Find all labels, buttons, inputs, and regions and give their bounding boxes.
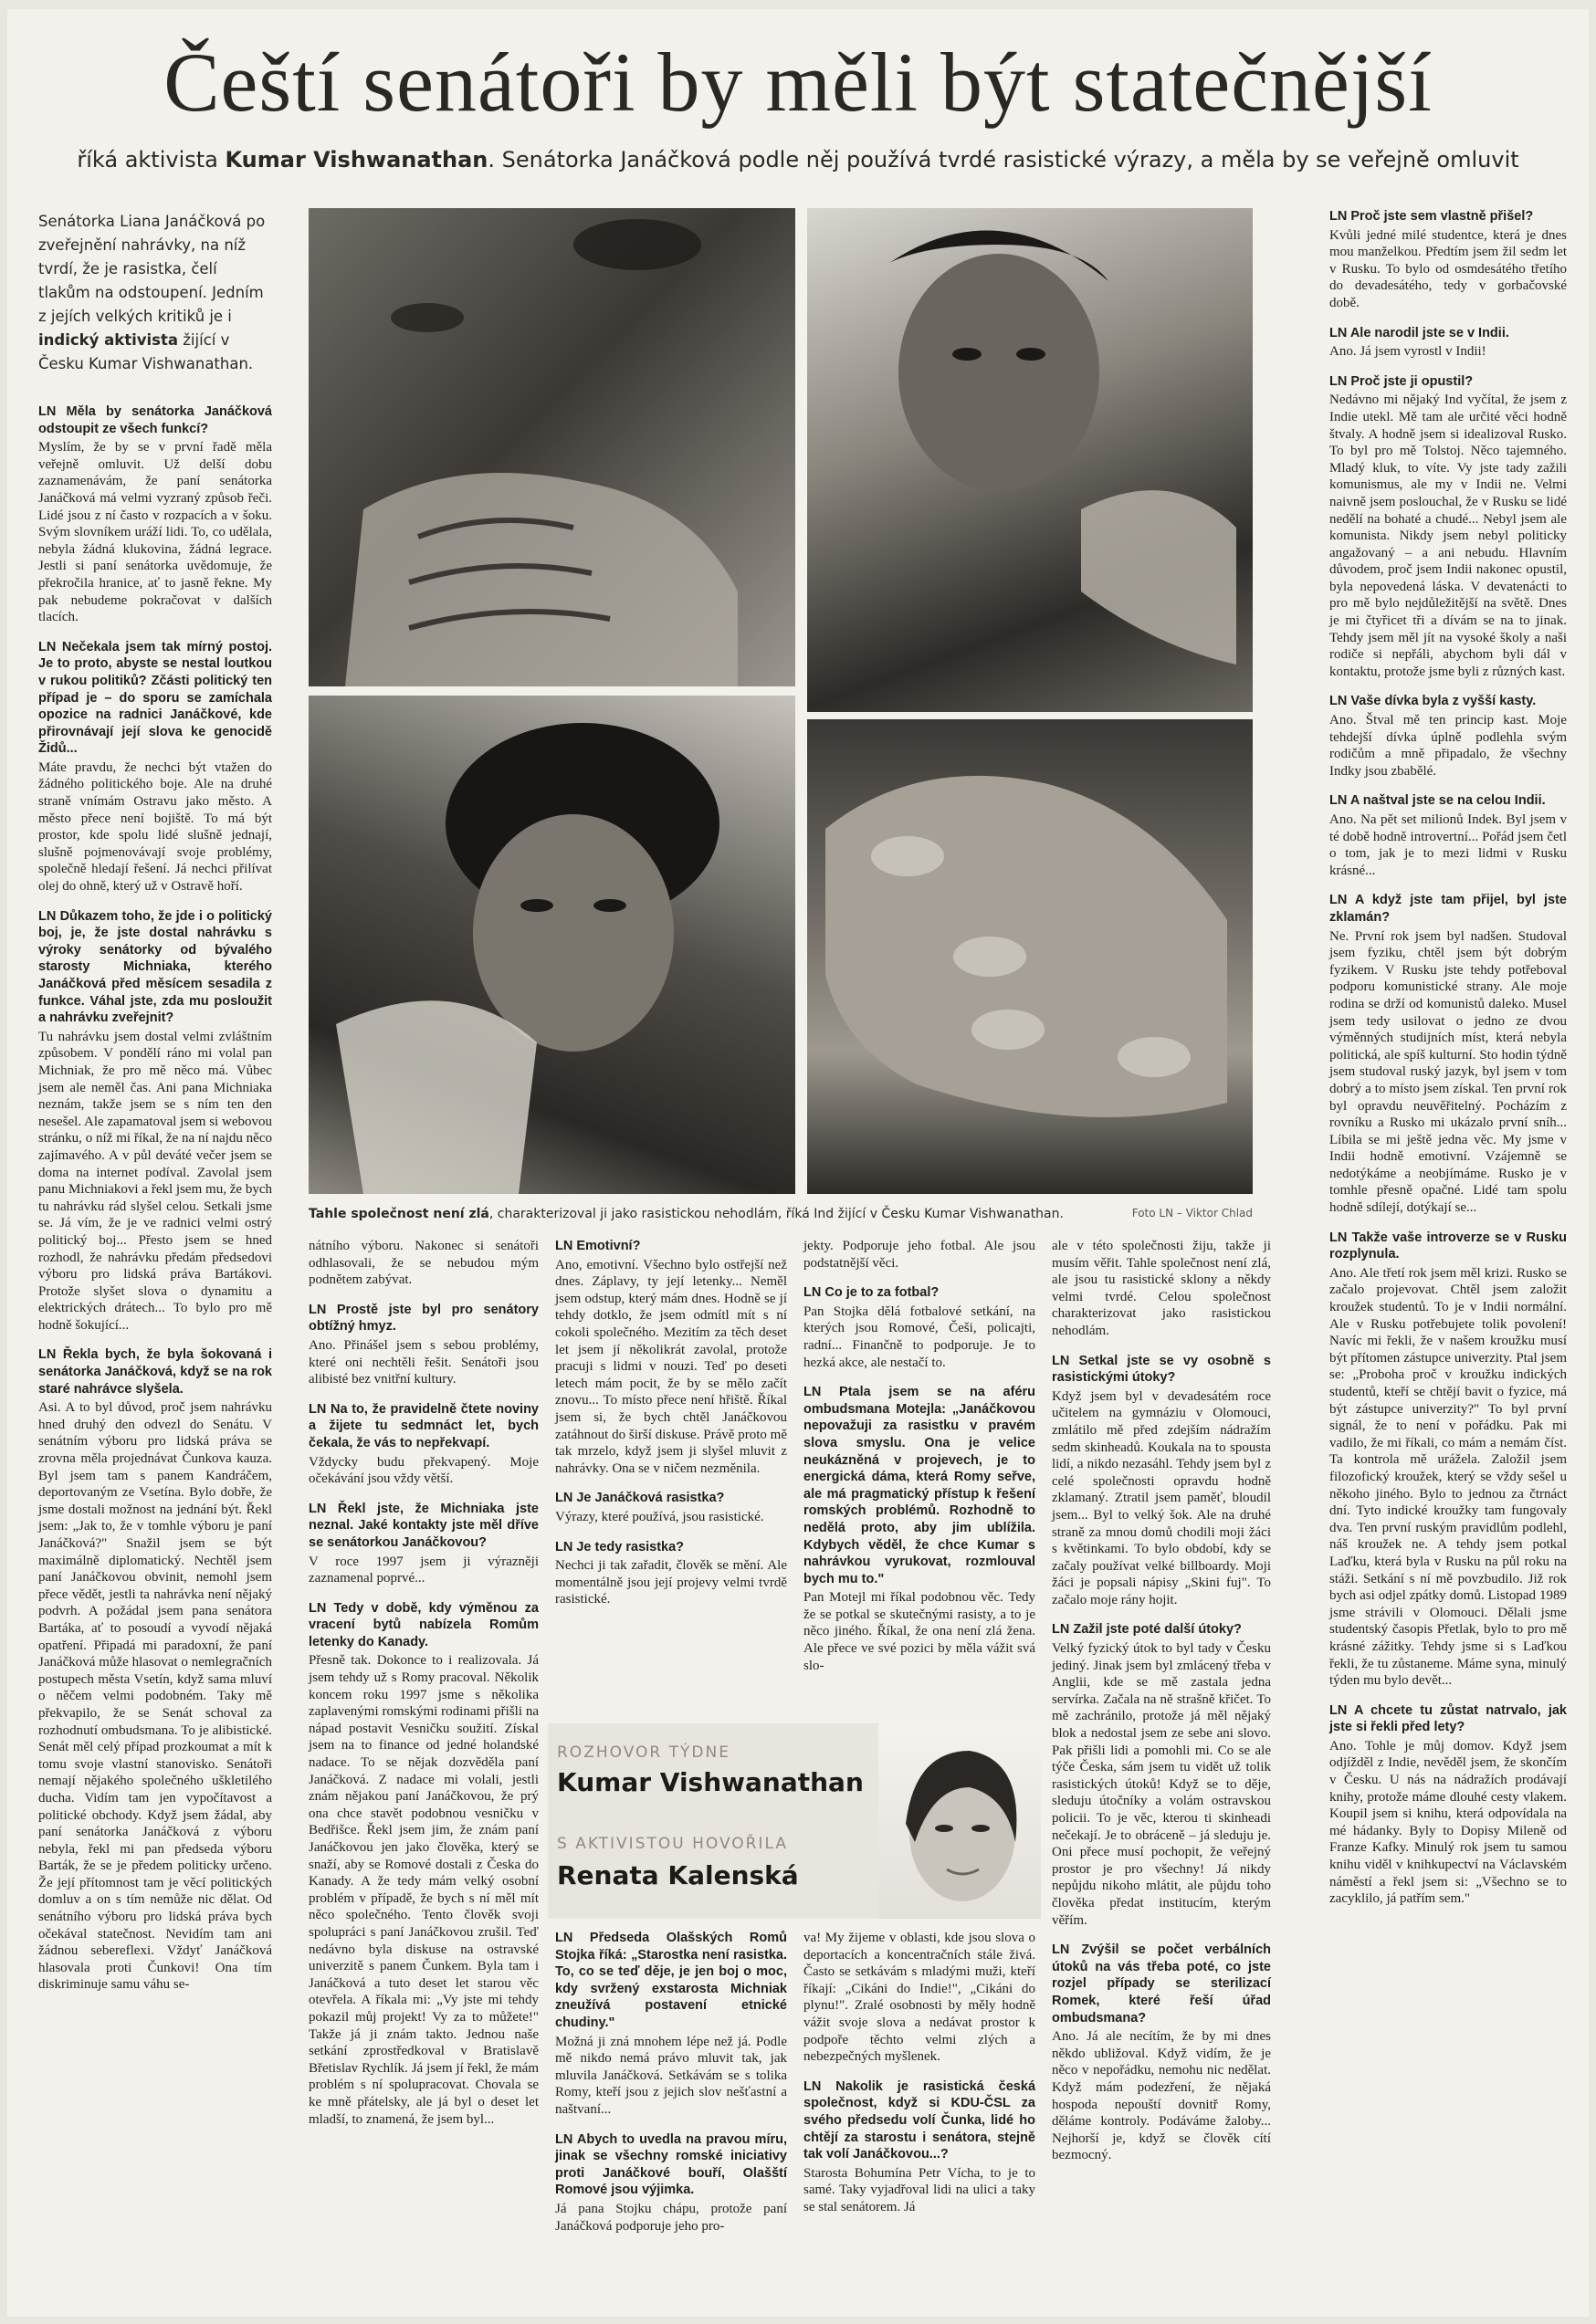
qa-block — [1329, 693, 1567, 780]
qa-block — [555, 1238, 787, 1477]
qa-block — [1329, 792, 1567, 879]
qa-block — [803, 1238, 1035, 1272]
answer: Nechci ji tak zařadit, člověk se mění. Ale momentálně jsou její projevy velmi tvrdě rasistické. — [555, 1558, 787, 1607]
deck-pre: říká aktivista — [77, 147, 226, 173]
photo-man-drinking — [309, 696, 795, 1194]
headline: Čeští senátoři by měli být statečnější — [163, 36, 1433, 129]
question: LN Je Janáčková rasistka? — [555, 1490, 787, 1507]
answer: va! My žijeme v oblasti, kde jsou slova o deportacích a koncentračních stále živá. Často se setkávám s mladými muži, kteří říkají: „Cikáni do Indie!", „Cikáni do plynu!". Zralé osobnosti by měly hodně vážit svoje slova a nedávat prostor k podpoře těchto velmi zlých a nebezpečných myšlenek. — [803, 1931, 1035, 2065]
answer: Kvůli jedné milé studentce, která je dnes mou manželkou. Předtím jsem žil sedm let v Rusku. To bylo od osmdesátého třetího do devadesátého, tedy v gorbačovské době. — [1329, 227, 1567, 310]
question: LN Řekla bych, že byla šokovaná i senátorka Janáčková, když se na rok staré nahrávce slyšela. — [38, 1346, 272, 1398]
qa-block — [38, 639, 272, 895]
qa-block — [1329, 325, 1567, 361]
answer: Výrazy, které používá, jsou rasistické. — [555, 1509, 764, 1524]
answer: Ano. Štval mě ten princip kast. Moje tehdejší dívka úplně podlehla svým rodičům a mně připadalo, že všechny Indky jsou zbabělé. — [1329, 713, 1567, 779]
question: LN Ptala jsem se na aféru ombudsmana Motejla: „Janáčkovou nepovažuji za rasistku v pravém slova smyslu. Ona je velice neukázněná v projevech, je to energická dáma, která Romy seřve, ale má pragmatický přístup k řešení romských problémů. Rozhodně to nedělá proto, aby jim ublížila. Kdybych věděl, že chce Kumar s nahrávkou vyrukovat, rozmlouval bych mu to." — [803, 1384, 1035, 1587]
qa-block — [309, 1238, 539, 1289]
article-column-3 — [555, 1238, 787, 1621]
qa-block — [309, 1501, 539, 1587]
answer: Ano. Na pět set milionů Indek. Byl jsem v té době hodně introvertní... Pořád jsem četl o tom, jak je to mezi lidmi v Rusku krásné... — [1329, 812, 1567, 878]
qa-block — [38, 1346, 272, 1994]
question: LN Měla by senátorka Janáčková odstoupit ze všech funkcí? — [38, 403, 272, 437]
interviewer-kicker: S AKTIVISTOU HOVOŘILA — [557, 1835, 788, 1853]
answer: Ano. Já jsem vyrostl v Indii! — [1329, 344, 1486, 360]
answer: jekty. Podporuje jeho fotbal. Ale jsou podstatnější věci. — [803, 1239, 1035, 1271]
answer: Když jsem byl v devadesátém roce učitelem na gymnáziu v Olomouci, zmlátilo mě před zdejším nádražím sedm skinheadů. Koukala na to spousta lidí, a nikdo nezasáhl. Tehdy jsem byl z celé společnosti opravdu hodně zklamaný. Ztratil jsem paměť, bloudil jsem... Byl to velký šok. Ale na druhé straně za mnou domů chodili moji žáci s květinkami. To bylo období, kdy se začaly používat velké billboardy. Moji žáci je popsali nápisy „Skini fuj". To začalo moje rány hojit. — [1052, 1388, 1271, 1607]
qa-block — [555, 1490, 787, 1525]
question: LN Nečekala jsem tak mírný postoj. Je to proto, abyste se nestal loutkou v rukou politiků? Zčásti politický ten případ je – do sporu se zamíchala opozice na radnici Janáčkové, kde přirovnávají její slova ke genocidě Židů... — [38, 639, 272, 758]
answer: Ano. Tohle je můj domov. Když jsem odjížděl z Indie, nevěděl jsem, že skončím v Česku. U nás na nádražích prodávají knihy, protože máme dlouhé cesty vlakem. Koupil jsem si knihu, která odpovídala na mé hádanky. Byly to Dopisy Mileně od Franze Kafky. Minulý rok jsem tu samou knihu viděl v knihkupectví na Václavském náměstí a řekl jsem si: „Všechno se to zacyklilo, já patřím sem." — [1329, 1738, 1567, 1907]
question: LN Předseda Olašských Romů Stojka říká: „Starostka není rasistka. To, co se teď děje, je jen boj o moc, kdy svržený exstarosta Michniak zneužívá postavení etnické chudiny." — [555, 1930, 787, 2032]
qa-block — [803, 1930, 1035, 2066]
question: LN Proč jste ji opustil? — [1329, 373, 1567, 391]
qa-block — [1329, 1230, 1567, 1690]
answer: Vždycky budu překvapený. Moje očekávání jsou vždy větší. — [309, 1454, 539, 1487]
qa-block — [1329, 208, 1567, 312]
qa-block — [1052, 1942, 1271, 2164]
intro-bold: indický aktivista — [38, 331, 179, 349]
answer: Pan Stojka dělá fotbalové setkání, na kterých jsou Romové, Češi, policajti, radní... Finančně to podporuje. Je to hezká akce, ale nestačí to. — [803, 1303, 1035, 1370]
deck-name: Kumar Vishwanathan — [225, 147, 488, 173]
caption-text: , charakterizoval ji jako rasistickou nehodlám, říká Ind žijící v Česku Kumar Vishwanathan. — [488, 1207, 1064, 1221]
photo-caption — [309, 1207, 1253, 1221]
answer: Pan Motejl mi říkal podobnou věc. Tedy že se potkal se skutečnými rasisty, a to je něco jiného. Říkal, že ona není zlá žena. Ale přece ve své pozici by měla vážit svá slo- — [803, 1590, 1035, 1673]
question: LN Takže vaše introverze se v Rusku rozplynula. — [1329, 1230, 1567, 1263]
qa-block — [555, 1930, 787, 2119]
qa-block — [1329, 892, 1567, 1216]
question: LN Ale narodil jste se v Indii. — [1329, 325, 1567, 342]
answer: Velký fyzický útok to byl tady v Česku jediný. Jinak jsem byl zmlácený třeba v Anglii, kde se mě zastala jedna servírka. Začala na ně strašně křičet. To mě zachránilo, protože já měl nějaký blok a nedostal jsem ze sebe ani slovo. Pak přišli lidi a pomohli mi. Co se ale týče Česka, sám jsem tu vidět už tolik rasistických útoků! Když se to děje, sleduju útočníky a volám ostravskou policii. To je věc, kterou ti skinheadi nečekají. Je to obráceně – já sleduju je. Oni přece musí pochopit, že veřejný prostor je pro všechny! Já nikdy nepůjdu nikoho mlátit, ale půjdu toho člověka předat institucím, kterým věřím. — [1052, 1641, 1271, 1928]
question: LN Řekl jste, že Michniaka jste neznal. Jaké kontakty jste měl dříve se senátorkou Janáčkovou? — [309, 1501, 539, 1552]
question: LN Na to, že pravidelně čtete noviny a žijete tu sedmnáct let, bych čekala, že vás to nepřekvapí. — [309, 1401, 539, 1452]
interview-kicker: ROZHOVOR TÝDNE — [557, 1743, 730, 1762]
question: LN Tedy v době, kdy výměnou za vracení bytů nabízela Romům letenky do Kanady. — [309, 1600, 539, 1651]
photo-man-gesturing — [807, 208, 1253, 712]
qa-block — [309, 1401, 539, 1488]
question: LN Zvýšil se počet verbálních útoků na vás třeba poté, co jste rozjel případy se sterilizací Romek, které řeší úřad ombudsmana? — [1052, 1942, 1271, 2026]
qa-block — [309, 1302, 539, 1388]
qa-block — [309, 1600, 539, 2128]
interviewee-name: Kumar Vishwanathan — [557, 1767, 864, 1797]
question: LN Prostě jste byl pro senátory obtížný hmyz. — [309, 1302, 539, 1335]
qa-block — [803, 1284, 1035, 1371]
answer: ale v této společnosti žiju, takže ji musím věřit. Tahle společnost není zlá, ale jsou tu rasistické sklony a někdy velmi tvrdé. Celou společnost charakterizovat jako rasistickou nehodlám. — [1052, 1239, 1271, 1338]
question: LN Zažil jste poté další útoky? — [1052, 1621, 1271, 1638]
answer: Máte pravdu, že nechci být vtažen do žádného politického boje. Ale na druhé straně vnímám Ostravu jako město. A město přece není bojiště. To má být prostor, kde spolu lidé slušně jednají, slušně pojmenovávají svoje problémy, společně hledají řešení. Já nechci přilívat olej do ohně, který už v Ostravě hoří. — [38, 759, 272, 895]
qa-block — [555, 2131, 787, 2235]
answer: Starosta Bohumína Petr Vícha, to je to samé. Taky vyjadřoval lidi na ulici a taky se stal senátorem. Já — [803, 2165, 1035, 2214]
article-column-4 — [803, 1238, 1035, 1687]
answer: Asi. A to byl důvod, proč jsem nahrávku hned druhý den odvezl do Senátu. V senátním výboru pro lidská práva se zrovna měla projednávat Čunkova kauza. Byl jsem tam s panem Kandráčem, deportovaným ze Vsetína. Bylo dobře, že jsme dostali možnost na jednání být. Řekl jsem: „Jak to, že v tomhle výboru je paní Janáčková?" Snažil jsem se být maximálně diplomatický. Nechtěl jsem paní Janáčkovou obvinit, nemohl jsem přece vědět, jestli ta nahrávka není nějaký podvrh. A požádal jsem pana senátora Bartáka, ať to posoudí a vyvodí nějaká opatření. Připadá mi paradoxní, že paní Janáčková může hlasovat o nemlegračních postupech města Vsetín, když sama mluví o něčem velmi podobném. Taky mě překvapilo, že se Senát schoval za rozhodnutí ombudsmana. To je alibistické. Senát měl celý případ prozkoumat a mít k tomu svoje vlastní stanovisko. Senátoři nemají nějakého společného uškletilého ducha. Vidím tam jen vypočítavost a politické obchody. Když jsem žádal, aby paní senátorka Janáčková z výboru nebyla, řekl mi pan předseda výboru Barták, že se je předem politicky určeno. Že její přítomnost tam je věcí politických domluv a on s tím nemůže nic dělat. Od senátního výboru pro lidská práva bych očekával statečnost. Nevidím tam ani žádnou sebereflexi. Vždyť Janáčková hlasovala proti Čunkovi! Ona tím diskriminuje samu váhu se- — [38, 1400, 272, 1993]
question: LN Vaše dívka byla z vyšší kasty. — [1329, 693, 1567, 710]
answer: V roce 1997 jsem ji výrazněji zaznamenal poprvé... — [309, 1554, 539, 1586]
question: LN Proč jste sem vlastně přišel? — [1329, 208, 1567, 225]
question: LN Důkazem toho, že jde i o politický boj, je, že jste dostal nahrávku s výroky senátorky od bývalého starosty Michniaka, kterého Janáčková před měsícem sesadila z funkce. Váhal jste, zda mu posloužit a nahrávku zveřejnit? — [38, 908, 272, 1027]
article-column-4-bottom — [803, 1930, 1035, 2229]
qa-block — [1052, 1621, 1271, 1929]
qa-block — [38, 908, 272, 1335]
intro-text-1: Senátorka Liana Janáčková po zveřejnění nahrávky, na níž tvrdí, že je rasistka, čelí tlakům na odstoupení. Jedním z jejích velkých kritiků je i — [38, 213, 266, 325]
answer: Ano. Ale třetí rok jsem měl krizi. Rusko se začalo projevovat. Chtěl jsem založit kroužek studentů. To je v Indii normální. Ale v Rusku potřebujete tolik povolení! Navíc mi řekli, že v našem kroužku musí být přítomen zástupce univerzity. Ptal jsem se: „Proboha proč v kroužku indických studentů, kteří se chtějí bavit o fyzice, má být zástupce univerzity?" To byl první signál, že to není v pořádku. Pak mi vadilo, že mi říkali, co mám a nemám číst. Ta kontrola mě urážela. Založil jsem filozofický kroužek, který se vždy sešel u někoho jiného. Bylo to jednou za čtrnáct dní. Tyto indické kroužky tam fungovaly dva. Ten první ruským pravidlům podlehl, náš kroužek ne. A tehdy jsem potkal Laďku, která byla v Rusku na půl roku na stáži. Setkání s ní mě povzbudilo. Již rok bych asi odjel zpátky domů. Listopad 1989 jsme strávili v Olomouci. Dělali jsme studentský časopis Přetlak, bylo to pro mě krásné zážitky. Tehdy jsme si s Laďkou řekli, že tu zůstaneme. Máme syna, minulý týden mu bylo devět... — [1329, 1265, 1567, 1689]
photo-credit: Foto LN – Viktor Chlad — [1131, 1207, 1253, 1220]
qa-block — [803, 1384, 1035, 1674]
article-column-1 — [38, 403, 272, 2006]
photo-hands-closeup — [807, 719, 1253, 1194]
deck-post: . Senátorka Janáčková podle něj používá tvrdé rasistické výrazy, a měla by se veřejně omluvit — [488, 147, 1519, 173]
answer: Přesně tak. Dokonce to i realizovala. Já jsem tehdy už s Romy pracoval. Několik koncem roku 1997 jsme s několika zaplavenými romskými rodinami přišli na nápad postavit Vesničku soužití. Získal jsem na to finance od jedné holandské nadace. To se nějak dozvěděla paní Janáčková. Z nadace mi volali, jestli znám nějakou paní Janáčkovou, že prý ona chce stavět podobnou vesničku v Bedřišce. Řekl jsem jim, že znám paní Janáčkovou jen jako člověka, který se snaží, aby se Romové dostali z Česka do Kanady. A že tedy mám velký osobní problém v případě, že bych s ní měl mít něco společného. Tento člověk svoji spolupráci s paní Janáčkovou zrušil. Teď nedávno byla diskuse na ostravské univerzitě s panem Čunkem. Byla tam i Janáčková a tuto deset let starou věc otevřela. A říkala mi: „Vy jste mi tehdy pokazil můj projekt! Vy za to můžete!" Takže já ji znám takto. Jednou naše setkání zprostředkoval v Bratislavě Břetislav Rychlík. Já jsem jí řekl, že mám problém s ní spolupracovat. Chovala se ke mně přátelsky, ale já byl o deset let mladší, to znamená, že jsem byl... — [309, 1653, 539, 2127]
qa-block — [38, 403, 272, 626]
answer: Nedávno mi nějaký Ind vyčítal, že jsem z Indie utekl. Mě tam ale určité věci hodně štvaly. A hodně jsem si idealizoval Rusko. To byl pro mě Tolstoj. Něco tajemného. Mladý kluk, to víte. Vy jste tady zažili komunismus, ale my v Indii ne. Velmi naivně jsem poslouchal, že v Rusku se lidé nedělí na bohaté a chudé... Nebyl jsem ale komunista. Nikdy jsem nebyl politicky angažovaný – a ani nebudu. Hlavním důvodem, proč jsem Indii nakonec opustil, byla nepovedená láska. V devatenácti to pro mě bylo nejdůležitější na světě. Dnes je mi čtyřicet tři a dívám se na to jinak. Tehdy jsem měl jít na vysoké školy a naši rodiče si nepřáli, abychom byli dál v kontaktu, protože jsme byli z různých kast. — [1329, 393, 1567, 679]
article-column-6 — [1329, 208, 1567, 1921]
article-column-2 — [309, 1238, 539, 2141]
answer: Ano, emotivní. Všechno bylo ostřejší než dnes. Záplavy, ty její letenky... Neměl jsem odstup, který mám dnes. Hodně se jí tehdy dotklo, že jsem odmítl mít s ní cokoli společného. Mezitím za těch deset let jsem jí několikrát zavolal, protože pracuji s lidmi v nouzi. Teď po deseti letech mám pocit, že by se mělo začít znovu... To místo přece není hřiště. Říkal jsem si, že bych chtěl Janáčkovou zatáhnout do širší diskuse. Právě proto mě tak mrzelo, když jsem ji slyšel mluvit z nahrávky. Ona se v ničem nezměnila. — [555, 1257, 787, 1476]
intro-text-2: žijící v Česku Kumar Vishwanathan. — [38, 331, 254, 372]
question: LN Abych to uvedla na pravou míru, jinak se všechny romské iniciativy proti Janáčkové bouří, Olašští Romové jsou výjimka. — [555, 2131, 787, 2199]
question: LN A naštval jste se na celou Indii. — [1329, 792, 1567, 810]
qa-block — [1329, 373, 1567, 681]
question: LN Emotivní? — [555, 1238, 787, 1255]
article-column-5 — [1052, 1238, 1271, 2177]
answer: Tu nahrávku jsem dostal velmi zvláštním způsobem. V pondělí ráno mi volal pan Michniak, že pro mě něco má. Vůbec jsem ale neměl čas. Ani pana Michniaka neznám, takže jsem se s ním ten den nesešel. Ale zapamatoval jsem si webovou stránku, o níž mi říkal, že na ní najdu něco zajímavého. A v půl deváté večer jsem se doma na internet podíval. Zavolal jsem panu Michniakovi a řekl jsem mu, že bych tu nahrávku rád slyšel celou. Setkali jsme se. Já vím, že je ve radnici velmi ostrý politický boj... Přesto jsem se hned rozhodl, že nahrávku předám předsedovi výboru pro lidská práva Bartákovi. Protože slyšet slova o dynamitu a elektrických drátech... To bylo pro mě hodně šokující... — [38, 1029, 272, 1333]
question: LN Setkal jste se vy osobně s rasistickými útoky? — [1052, 1353, 1271, 1387]
answer: Možná ji zná mnohem lépe než já. Podle mě nikdo nemá právo mluvit tak, jak mluvila Janáčková. Setkávám se s tolika Romy, kteří jsou z jejich slov nešťastní a naštvaní... — [555, 2034, 787, 2117]
qa-block — [1052, 1353, 1271, 1609]
question: LN A chcete tu zůstat natrvalo, jak jste si řekli před lety? — [1329, 1702, 1567, 1736]
question: LN Nakolik je rasistická česká společnost, když si KDU-ČSL za svého předsedu volí Čunka, lidé ho chtějí za starostu i senátora, stejně tak volí Janáčkovou...? — [803, 2078, 1035, 2163]
qa-block — [1052, 1238, 1271, 1340]
interview-box — [548, 1723, 1041, 1919]
interviewer-portrait — [878, 1723, 1041, 1919]
intro-paragraph — [38, 210, 272, 376]
qa-block — [555, 1539, 787, 1608]
qa-block — [803, 2078, 1035, 2216]
deck — [7, 146, 1589, 173]
caption-bold: Tahle společnost není zlá — [309, 1207, 489, 1221]
answer: Já pana Stojku chápu, protože paní Janáčková podporuje jeho pro- — [555, 2201, 787, 2234]
photo-man-hand-over-mouth — [309, 208, 795, 686]
interviewer-name: Renata Kalenská — [557, 1860, 799, 1890]
question: LN A když jste tam přijel, byl jste zklamán? — [1329, 892, 1567, 926]
answer: Ano. Já ale necítím, že by mi dnes někdo ubližoval. Když vidím, že je něco v nepořádku, nemohu nic nedělat. Když mám podezření, že nějaká hospoda nepouští dovnitř Romy, děláme kontroly. Podáváme žaloby... Nejhorší je, když se člověk cítí bezmocný. — [1052, 2029, 1271, 2163]
qa-block — [1329, 1702, 1567, 1908]
question: LN Co je to za fotbal? — [803, 1284, 1035, 1302]
article-column-3-bottom — [555, 1930, 787, 2247]
answer: Myslím, že by se v první řadě měla veřejně omluvit. Už delší dobu zaznamenávám, že paní senátorka Janáčková má velmi vyzraný způsob řeči. Lidé jsou z ní často v rozpacích a v šoku. Svým slovníkem uráží lidi. To, co udělala, nebyla žádná klukovina, žádná legrace. Jestli si paní senátorka uvědomuje, že překročila hranice, ať to jasně řekne. My pak nebudeme pokračovat v dalších tlacích. — [38, 440, 272, 625]
newspaper-page — [7, 9, 1589, 2317]
question: LN Je tedy rasistka? — [555, 1539, 787, 1556]
answer: Ne. První rok jsem byl nadšen. Studoval jsem fyziku, chtěl jsem být dobrým fyzikem. V Rusku jste tehdy potřeboval podporu komunistické strany. Ale moje rodina se drží od komunistů daleko. Musel jsem tedy usilovat o jedno ze dvou výměnných studijních míst, která nebyla politická, ale spíš kulturní. Sto hodin týdně jsem studoval ruský jazyk, byl jsem v tom dobrý a to místo jsem získal. Ten první rok byl opravdu neuvěřitelný. Pocházím z rovníku a Rusko mi ukázalo první sníh... Líbila se mi ještě jedna věc. My jsme v Indii hodně emotivní. Vzájemně se nedotýkáme a neobjímáme. Rusko je v tomhle přesně opačné. Lidé tam spolu hodně sdílejí, dotýkají se... — [1329, 928, 1567, 1216]
answer: nátního výboru. Nakonec si senátoři odhlasovali, že se nebudou mým podnětem zabývat. — [309, 1239, 539, 1288]
answer: Ano. Přinášel jsem s sebou problémy, které oni nechtěli řešit. Senátoři jsou alibisté bez vnitřní kultury. — [309, 1337, 539, 1387]
